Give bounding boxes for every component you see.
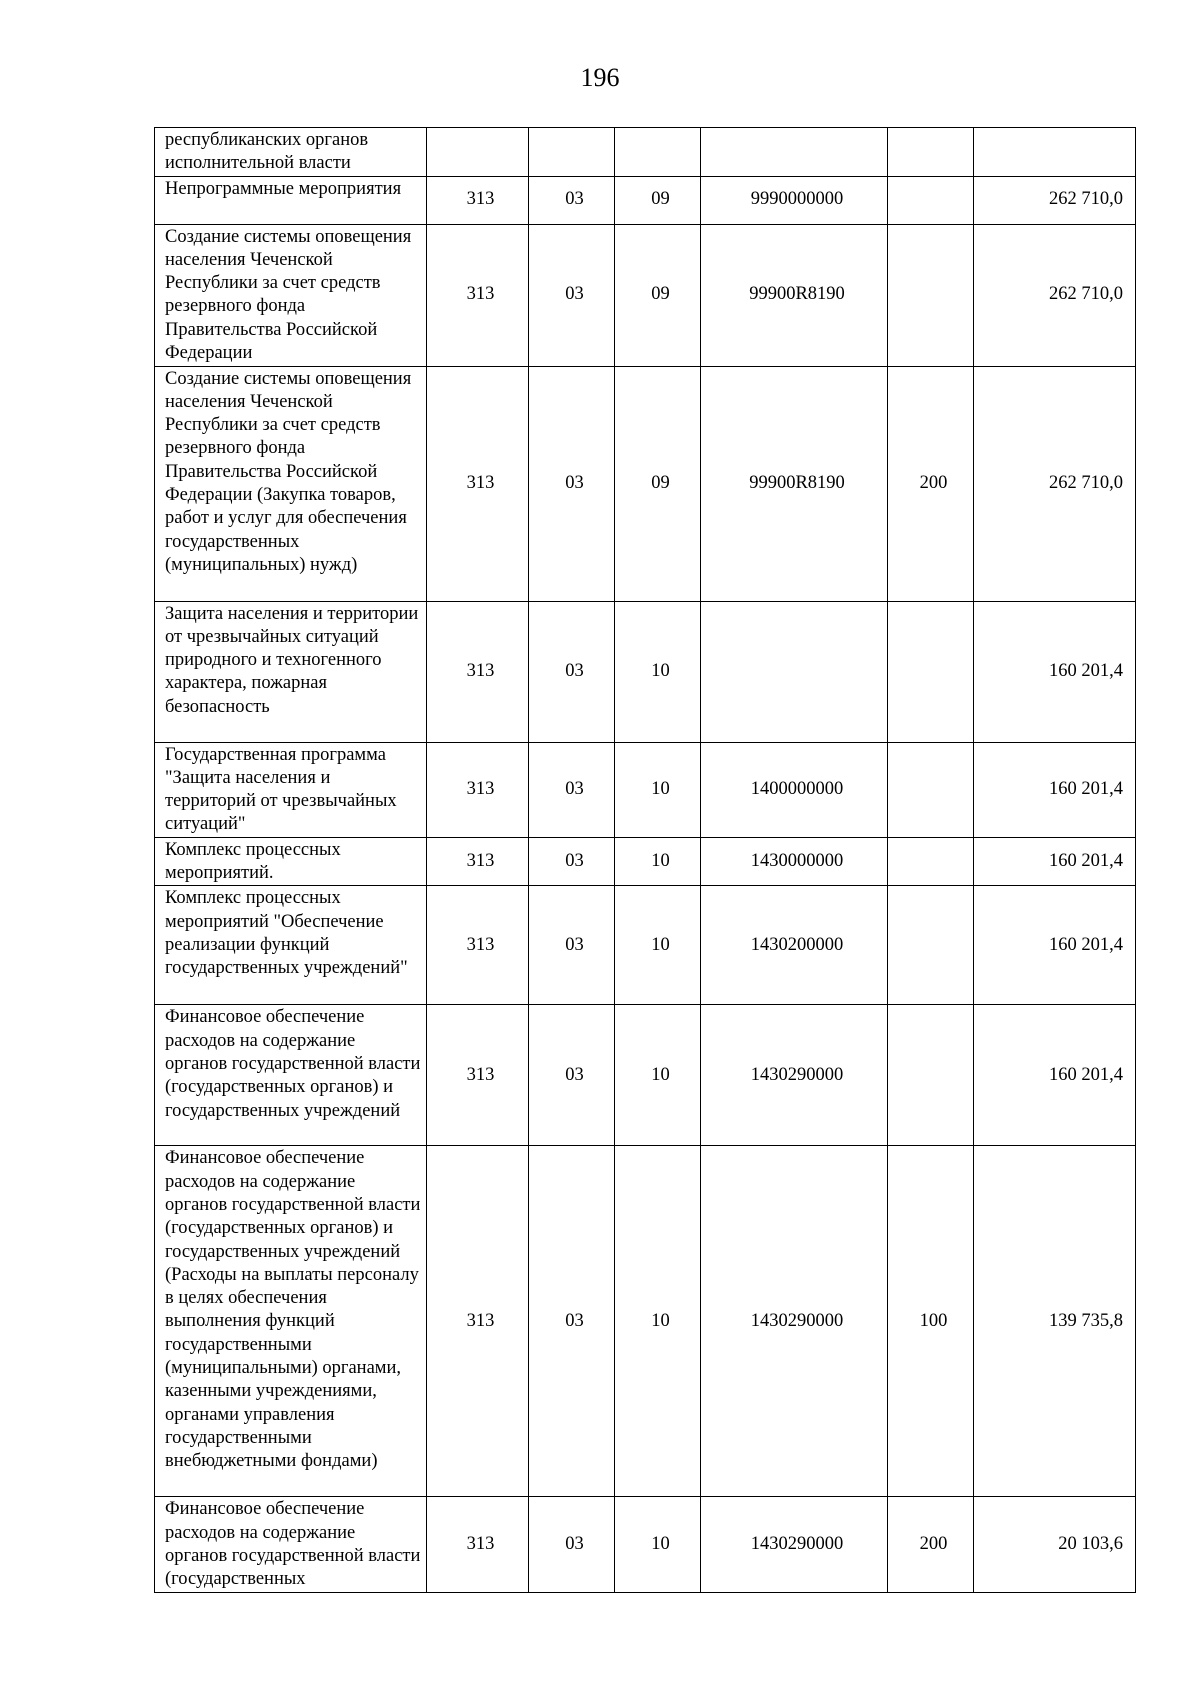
row-gr: 313 (427, 886, 529, 1005)
row-name: Финансовое обеспечение расходов на содержание органов государственной власти (государственных (155, 1497, 427, 1592)
row-gr: 313 (427, 224, 529, 366)
row-gr: 313 (427, 601, 529, 742)
table-row (155, 128, 1136, 177)
row-sum: 160 201,4 (974, 742, 1136, 837)
row-sum: 262 710,0 (974, 366, 1136, 601)
row-sum (974, 128, 1136, 177)
row-name: Государственная программа "Защита населения и территорий от чрезвычайных ситуаций" (155, 742, 427, 837)
row-vr (888, 837, 974, 886)
row-name: Комплекс процессных мероприятий "Обеспечение реализации функций государственных учреждений" (155, 886, 427, 1005)
row-csr: 99900R8190 (701, 366, 888, 601)
row-vr (888, 224, 974, 366)
row-name: республиканских органов исполнительной власти (155, 128, 427, 177)
row-sum: 139 735,8 (974, 1146, 1136, 1497)
row-rz: 03 (529, 1146, 615, 1497)
row-rz: 03 (529, 742, 615, 837)
row-gr: 313 (427, 742, 529, 837)
row-sum: 160 201,4 (974, 1005, 1136, 1146)
row-name: Финансовое обеспечение расходов на содержание органов государственной власти (государственных органов) и государственных учреждений (155, 1005, 427, 1146)
row-csr: 1430200000 (701, 886, 888, 1005)
row-rz (529, 128, 615, 177)
row-csr: 1430290000 (701, 1497, 888, 1592)
row-vr (888, 886, 974, 1005)
row-rz: 03 (529, 1005, 615, 1146)
row-sum: 20 103,6 (974, 1497, 1136, 1592)
row-vr: 200 (888, 366, 974, 601)
row-vr: 200 (888, 1497, 974, 1592)
row-sum: 262 710,0 (974, 224, 1136, 366)
row-csr: 1430290000 (701, 1005, 888, 1146)
table-row (155, 1146, 1136, 1497)
row-vr (888, 742, 974, 837)
row-pr: 10 (615, 742, 701, 837)
page-number: 196 (580, 63, 620, 92)
row-rz: 03 (529, 837, 615, 886)
budget-table (154, 127, 1136, 1593)
row-gr: 313 (427, 1005, 529, 1146)
row-name: Создание системы оповещения населения Чеченской Республики за счет средств резервного фонда Правительства Российской Федерации (Закупка товаров, работ и услуг для обеспечения государственных (муниципальных) нужд) (155, 366, 427, 601)
row-csr (701, 128, 888, 177)
row-rz: 03 (529, 1497, 615, 1592)
row-vr (888, 176, 974, 224)
row-gr: 313 (427, 1146, 529, 1497)
row-csr: 1430000000 (701, 837, 888, 886)
row-gr: 313 (427, 837, 529, 886)
row-vr (888, 128, 974, 177)
table-row (155, 837, 1136, 886)
row-pr: 10 (615, 1146, 701, 1497)
row-name: Комплекс процессных мероприятий. (155, 837, 427, 886)
row-pr: 09 (615, 176, 701, 224)
row-pr: 10 (615, 1497, 701, 1592)
row-name: Защита населения и территории от чрезвычайных ситуаций природного и техногенного характера, пожарная безопасность (155, 601, 427, 742)
row-vr (888, 1005, 974, 1146)
row-name: Создание системы оповещения населения Чеченской Республики за счет средств резервного фонда Правительства Российской Федерации (155, 224, 427, 366)
row-gr: 313 (427, 176, 529, 224)
row-csr (701, 601, 888, 742)
row-vr: 100 (888, 1146, 974, 1497)
row-pr: 10 (615, 601, 701, 742)
row-rz: 03 (529, 176, 615, 224)
row-gr (427, 128, 529, 177)
table-row (155, 601, 1136, 742)
row-pr: 10 (615, 886, 701, 1005)
row-pr: 09 (615, 366, 701, 601)
table-row (155, 1497, 1136, 1592)
table-row (155, 742, 1136, 837)
row-name: Непрограммные мероприятия (155, 176, 427, 224)
row-rz: 03 (529, 886, 615, 1005)
row-sum: 160 201,4 (974, 837, 1136, 886)
table-row (155, 224, 1136, 366)
row-csr: 9990000000 (701, 176, 888, 224)
row-csr: 1400000000 (701, 742, 888, 837)
row-rz: 03 (529, 601, 615, 742)
row-pr (615, 128, 701, 177)
row-gr: 313 (427, 1497, 529, 1592)
row-rz: 03 (529, 366, 615, 601)
row-gr: 313 (427, 366, 529, 601)
row-csr: 99900R8190 (701, 224, 888, 366)
row-sum: 160 201,4 (974, 886, 1136, 1005)
row-pr: 10 (615, 1005, 701, 1146)
table-row (155, 1005, 1136, 1146)
table-row (155, 366, 1136, 601)
row-pr: 09 (615, 224, 701, 366)
row-sum: 262 710,0 (974, 176, 1136, 224)
table-row (155, 886, 1136, 1005)
row-sum: 160 201,4 (974, 601, 1136, 742)
row-vr (888, 601, 974, 742)
row-pr: 10 (615, 837, 701, 886)
row-csr: 1430290000 (701, 1146, 888, 1497)
table-row (155, 176, 1136, 224)
row-name: Финансовое обеспечение расходов на содержание органов государственной власти (государственных органов) и государственных учреждений (Расходы на выплаты персоналу в целях обеспечения выполнения функций государственными (муниципальными) органами, казенными учреждениями, органами управления государственными внебюджетными фондами) (155, 1146, 427, 1497)
row-rz: 03 (529, 224, 615, 366)
